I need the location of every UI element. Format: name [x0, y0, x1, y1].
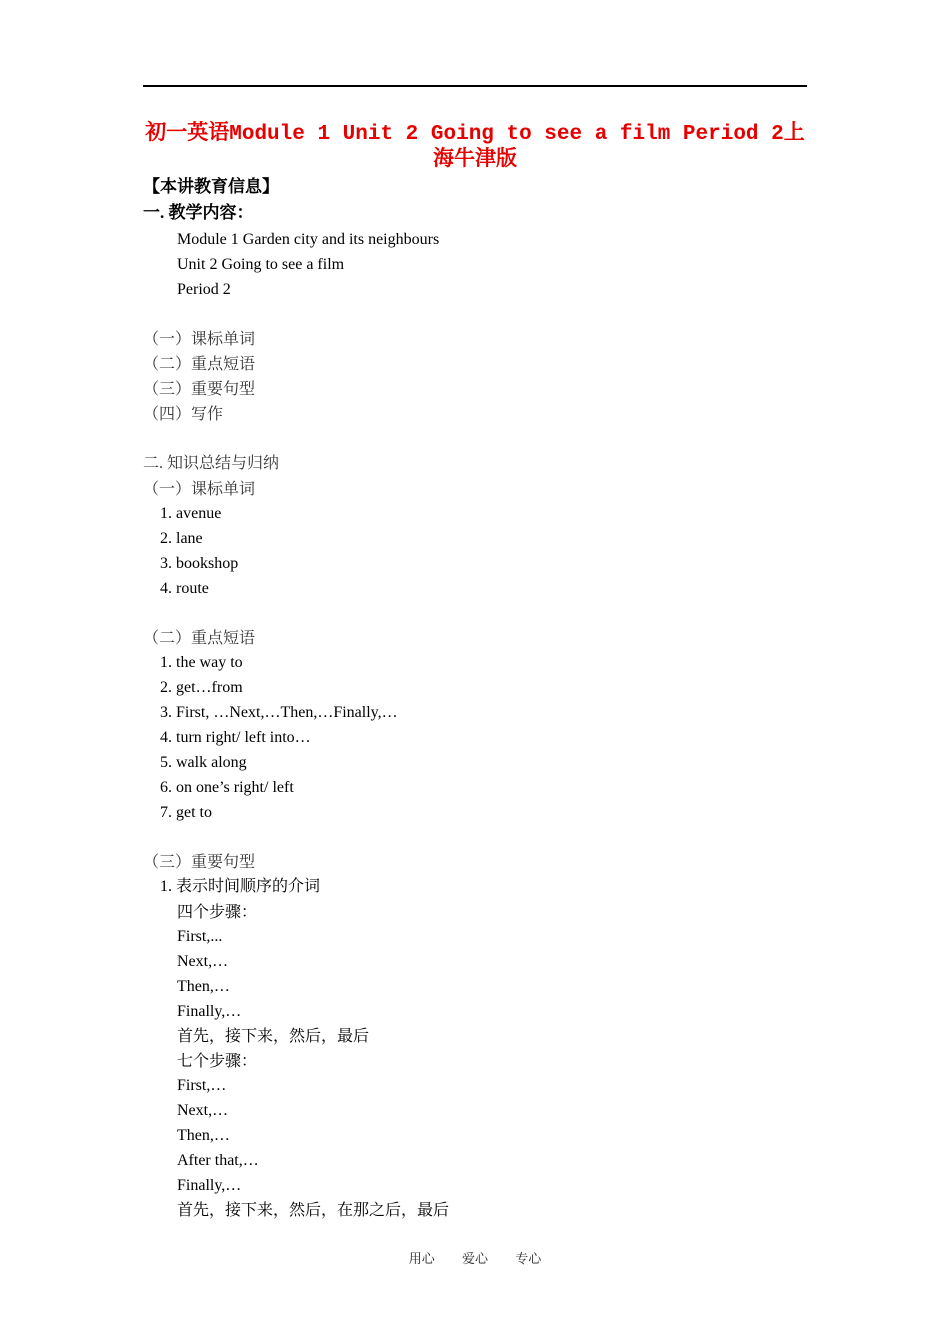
- sentences-heading: （三）重要句型: [143, 854, 256, 871]
- section2-heading: 二. 知识总结与归纳: [143, 455, 280, 472]
- outline-item: （一）课标单词: [143, 331, 256, 348]
- content-line: Module 1 Garden city and its neighbours: [177, 231, 440, 248]
- content-line: Unit 2 Going to see a film: [177, 256, 345, 273]
- list-item: 5. walk along: [160, 754, 247, 771]
- footer-text: 用心: [408, 1251, 435, 1266]
- content-line: Period 2: [177, 281, 231, 298]
- content-line: Next,…: [177, 953, 229, 970]
- list-item: 1. 表示时间顺序的介词: [160, 878, 321, 895]
- content-line: Finally,…: [177, 1003, 242, 1020]
- page-title: 初一英语Module 1 Unit 2 Going to see a film Period 2上海牛津版: [145, 123, 805, 172]
- page-footer: [0, 1248, 950, 1267]
- list-item: 2. lane: [160, 530, 203, 547]
- content-line: Finally,…: [177, 1177, 242, 1194]
- list-item: 1. the way to: [160, 654, 243, 671]
- list-item: 4. turn right/ left into…: [160, 729, 311, 746]
- list-item: 6. on one’s right/ left: [160, 779, 294, 796]
- list-item: 2. get…from: [160, 679, 243, 696]
- outline-item: （三）重要句型: [143, 381, 256, 398]
- list-item: 4. route: [160, 580, 209, 597]
- info-heading: 【本讲教育信息】: [143, 177, 279, 196]
- content-line: First,...: [177, 928, 223, 945]
- content-line: 首先，接下来，然后，最后: [177, 1028, 370, 1045]
- phrases-heading: （二）重点短语: [143, 630, 256, 647]
- list-item: 3. First, …Next,…Then,…Finally,…: [160, 704, 398, 721]
- list-item: 1. avenue: [160, 505, 222, 522]
- content-line: First,…: [177, 1077, 227, 1094]
- header-rule: [143, 85, 807, 87]
- outline-item: （二）重点短语: [143, 356, 256, 373]
- content-line: Next,…: [177, 1102, 229, 1119]
- content-line: 四个步骤：: [177, 904, 258, 921]
- content-line: Then,…: [177, 1127, 230, 1144]
- outline-item: （四）写作: [143, 406, 224, 423]
- content-line: 七个步骤：: [177, 1053, 258, 1070]
- section1-heading: 一. 教学内容：: [143, 203, 254, 222]
- footer-text: 专心: [515, 1251, 542, 1266]
- list-item: 3. bookshop: [160, 555, 239, 572]
- footer-text: 爱心: [461, 1251, 488, 1266]
- words-heading: （一）课标单词: [143, 481, 256, 498]
- list-item: 7. get to: [160, 804, 212, 821]
- content-line: After that,…: [177, 1152, 259, 1169]
- content-line: 首先，接下来，然后，在那之后，最后: [177, 1202, 450, 1219]
- content-line: Then,…: [177, 978, 230, 995]
